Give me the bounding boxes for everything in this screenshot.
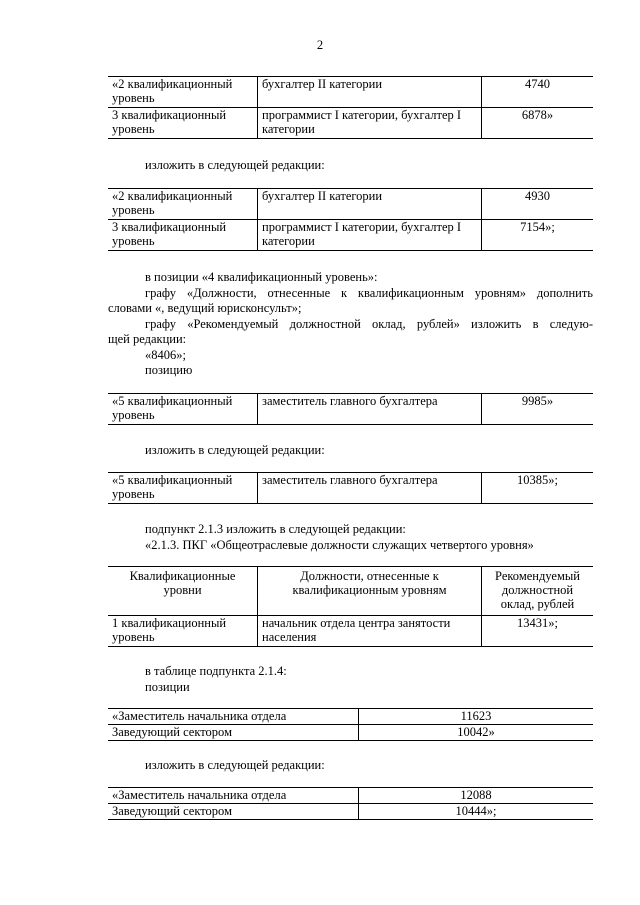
salary-table-2-1-3 xyxy=(108,566,593,647)
table-row xyxy=(108,189,593,220)
text-paragraph: «2.1.3. ПКГ «Общеотраслевые должности служащих четвертого уровня» xyxy=(145,538,534,552)
positions-cell: заместитель главного бухгалтера xyxy=(258,394,482,425)
positions-cell: бухгалтер II категории xyxy=(258,189,482,220)
table-row xyxy=(108,473,593,504)
salary-cell: 4930 xyxy=(525,189,550,203)
salary-cell: 9985» xyxy=(521,394,554,408)
table-row xyxy=(108,220,593,251)
level-cell: «2 квалификационный уровень xyxy=(108,77,258,108)
salary-table-old-1 xyxy=(108,76,593,139)
salary-cell: 4740 xyxy=(525,77,550,91)
level-cell: «5 квалификационный уровень xyxy=(108,394,258,425)
salary-table-old-2 xyxy=(108,393,593,425)
salary-cell: 10444»; xyxy=(359,804,594,820)
header-level: Квалификационные уровни xyxy=(108,567,258,616)
table-row xyxy=(108,788,593,804)
position-cell: Заведующий сектором xyxy=(108,804,359,820)
level-cell: 3 квалификационный уровень xyxy=(108,220,258,251)
table-row xyxy=(108,709,593,725)
header-positions: Должности, отнесенные к квалификационным уровням xyxy=(258,567,482,616)
text-paragraph: словами «, ведущий юрисконсульт»; xyxy=(108,301,302,315)
positions-cell: начальник отдела центра занятости населения xyxy=(258,616,482,647)
salary-cell: 6878» xyxy=(482,108,594,139)
text-paragraph: изложить в следующей редакции: xyxy=(145,443,325,457)
salary-cell: 10042» xyxy=(359,725,594,741)
text-paragraph: графу «Должности, отнесенные к квалификационным уровням» дополнить xyxy=(145,286,593,300)
table-row xyxy=(108,725,593,741)
text-paragraph: «8406»; xyxy=(145,348,186,362)
salary-table-2-1-4-old xyxy=(108,708,593,741)
level-cell: 1 квалификационный уровень xyxy=(108,616,258,647)
level-cell: «5 квалификационный уровень xyxy=(108,473,258,504)
positions-cell: заместитель главного бухгалтера xyxy=(258,473,482,504)
salary-cell: 7154»; xyxy=(482,220,594,251)
text-paragraph: позиции xyxy=(145,680,190,694)
text-paragraph: в таблице подпункта 2.1.4: xyxy=(145,664,287,678)
salary-cell: 12088 xyxy=(460,788,492,802)
text-paragraph: графу «Рекомендуемый должностной оклад, рублей» изложить в следую- xyxy=(145,317,593,331)
salary-table-new-2 xyxy=(108,472,593,504)
text-paragraph: в позиции «4 квалификационный уровень»: xyxy=(145,270,378,284)
table-row xyxy=(108,394,593,425)
salary-table-new-1 xyxy=(108,188,593,251)
table-header-row xyxy=(108,567,593,616)
positions-cell: программист I категории, бухгалтер I категории xyxy=(258,220,482,251)
position-cell: «Заместитель начальника отдела xyxy=(108,788,359,804)
table-row xyxy=(108,108,593,139)
salary-cell: 13431»; xyxy=(482,616,594,647)
text-paragraph: позицию xyxy=(145,363,193,377)
position-cell: Заведующий сектором xyxy=(108,725,359,741)
level-cell: 3 квалификационный уровень xyxy=(108,108,258,139)
level-cell: «2 квалификационный уровень xyxy=(108,189,258,220)
positions-cell: программист I категории, бухгалтер I категории xyxy=(258,108,482,139)
page-number: 2 xyxy=(316,38,324,52)
text-paragraph: изложить в следующей редакции: xyxy=(145,158,325,172)
table-row xyxy=(108,804,593,820)
salary-table-2-1-4-new xyxy=(108,787,593,820)
header-salary: Рекомендуемый должностной оклад, рублей xyxy=(495,569,580,611)
salary-cell: 11623 xyxy=(460,709,492,723)
table-row xyxy=(108,616,593,647)
table-row xyxy=(108,77,593,108)
text-paragraph: изложить в следующей редакции: xyxy=(145,758,325,772)
salary-cell: 10385»; xyxy=(517,473,558,487)
text-paragraph: подпункт 2.1.3 изложить в следующей редакции: xyxy=(145,522,406,536)
positions-cell: бухгалтер II категории xyxy=(258,77,482,108)
position-cell: «Заместитель начальника отдела xyxy=(108,709,359,725)
text-paragraph: щей редакции: xyxy=(108,332,187,346)
